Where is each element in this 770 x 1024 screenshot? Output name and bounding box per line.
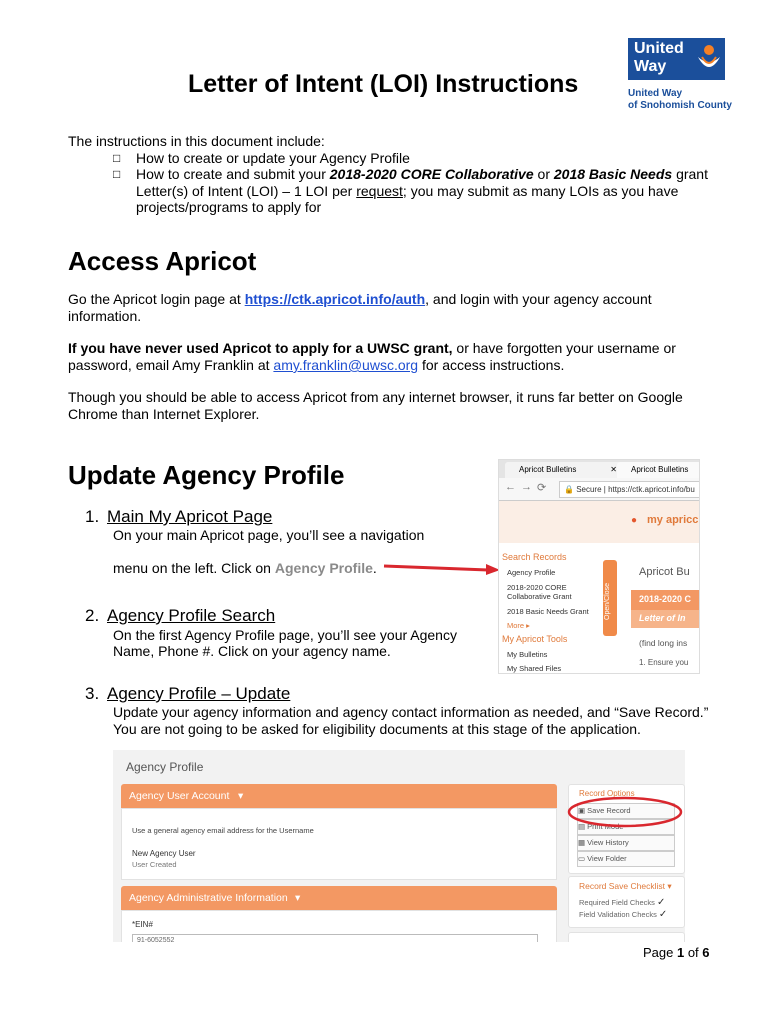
browser-url-bar	[499, 478, 699, 501]
bullet-marker: □	[113, 167, 121, 181]
view-folder-label: View Folder	[587, 854, 627, 863]
step-2-line-2: Name, Phone #. Click on your agency name.	[113, 643, 391, 659]
browser-tab	[617, 462, 700, 478]
apricot-header	[499, 501, 699, 543]
step-1-title: Main My Apricot Page	[107, 507, 273, 526]
intro-bullet-2-line-3: projects/programs to apply for	[136, 199, 322, 215]
url-text: https://ctk.apricot.info/bu	[608, 485, 695, 494]
checklist-panel	[568, 876, 685, 928]
checklist-text: Record Save Checklist	[579, 881, 665, 891]
highlight-ellipse-icon	[565, 794, 685, 830]
text-run: , and login with your agency account	[425, 291, 652, 307]
user-created-label: User Created	[132, 860, 177, 869]
menu-core-1: 2018-2020 CORE	[507, 583, 567, 592]
united-way-logo	[628, 38, 725, 80]
apricot-fruit-icon: ●	[631, 515, 638, 526]
right-loi-band	[631, 610, 700, 628]
step-3-title: Agency Profile – Update	[107, 684, 291, 703]
apricot-login-link[interactable]: https://ctk.apricot.info/auth	[244, 291, 426, 307]
text-run-bold: If you have never used Apricot to apply for a UWSC grant,	[68, 340, 453, 356]
right-find: (find long ins	[639, 638, 688, 648]
save-record-option: ▣ Save Record	[577, 803, 675, 819]
tools-heading: My Apricot Tools	[502, 634, 568, 644]
text-run: Page	[643, 945, 677, 960]
logo-line-1: United	[634, 40, 684, 57]
text-run: or	[533, 166, 554, 182]
chevron-down-icon: ▾	[295, 892, 301, 904]
text-run: ; you may submit as many LOIs as you have	[402, 183, 679, 199]
page-number: 1	[676, 945, 685, 960]
intro-bullet-1: How to create or update your Agency Profile	[136, 150, 410, 166]
required-checks	[579, 897, 665, 908]
admin-info-label: Agency Administrative Information	[129, 892, 288, 904]
logo-subtitle	[628, 88, 732, 112]
red-arrow-icon	[382, 560, 502, 576]
step-3-line-2: You are not going to be asked for eligibility documents at this stage of the application.	[113, 721, 641, 737]
right-title: Apricot Bu	[639, 566, 690, 578]
validation-checks	[579, 909, 667, 920]
print-mode-option: ▤ Print Mode	[577, 819, 675, 835]
view-folder-option: ▭ View Folder	[577, 851, 675, 867]
step-3-number: 3.	[85, 684, 100, 703]
step-3-line-1: Update your agency information and agency contact information as needed, and “Save Record.”	[113, 704, 709, 720]
open-close-handle	[603, 560, 617, 636]
text-run: How to create and submit your	[136, 166, 330, 182]
intro-bullet-2	[136, 166, 708, 183]
search-records-heading: Search Records	[502, 552, 567, 562]
validation-label: Field Validation Checks	[579, 910, 657, 919]
new-user-label: New Agency User	[132, 849, 196, 858]
apricot-browser-screenshot	[498, 459, 700, 674]
logo-wordmark	[634, 40, 684, 76]
username-note: Use a general agency email address for the Username	[132, 826, 314, 835]
step-1-number: 1.	[85, 507, 100, 526]
right-loi-label: Letter of In	[639, 613, 686, 623]
view-history-option: ▦ View History	[577, 835, 675, 851]
menu-basic-needs: 2018 Basic Needs Grant	[507, 607, 589, 616]
back-arrow-icon: ←	[505, 481, 516, 493]
more-label: More	[507, 621, 525, 630]
close-icon: ✕	[610, 465, 617, 474]
request-text: request	[356, 183, 403, 199]
menu-agency-profile: Agency Profile	[507, 568, 556, 577]
access-p2-line-2	[68, 357, 564, 374]
intro-bullet-2-line-2	[136, 183, 678, 200]
apricot-side-menu	[499, 548, 597, 673]
text-run: password, email Amy Franklin at	[68, 357, 274, 373]
step-1-line-2	[113, 560, 377, 577]
step-2-title: Agency Profile Search	[107, 606, 276, 625]
step-1-line-1: On your main Apricot page, you’ll see a navigation	[113, 527, 425, 543]
checklist-label: Record Save Checklist ▾	[579, 881, 672, 891]
ein-input: 91-6052552	[132, 934, 538, 942]
secure-label: Secure	[576, 485, 602, 494]
page-total: 6	[702, 945, 710, 960]
menu-shared-files: My Shared Files	[507, 664, 562, 673]
access-p3-line-2: Chrome than Internet Explorer.	[68, 406, 260, 422]
agency-profile-ref: Agency Profile	[274, 560, 373, 576]
ein-label: *EIN#	[132, 920, 153, 929]
page-footer	[643, 945, 710, 960]
check-icon: ✓	[656, 897, 666, 908]
intro-lead: The instructions in this document include:	[68, 133, 325, 149]
email-link[interactable]: amy.franklin@uwsc.org	[273, 357, 419, 373]
step-2-number: 2.	[85, 606, 100, 625]
apricot-right-panel	[621, 548, 699, 673]
access-p3: Though you should be able to access Apricot from any internet browser, it runs far better on Google	[68, 389, 683, 405]
access-p2	[68, 340, 676, 357]
tab-label: Apricot Bulletins	[631, 465, 689, 474]
document-title: Letter of Intent (LOI) Instructions	[188, 70, 579, 98]
update-agency-profile-heading: Update Agency Profile	[68, 460, 345, 490]
menu-core-2: Collaborative Grant	[507, 592, 572, 601]
logo-sub-line-1: United Way	[628, 88, 683, 99]
view-history-label: View History	[587, 838, 629, 847]
profile-shot-title: Agency Profile	[126, 760, 204, 774]
step-2-line-1: On the first Agency Profile page, you’ll see your Agency	[113, 627, 457, 643]
required-label: Required Field Checks	[579, 898, 655, 907]
save-record-label: Save Record	[587, 806, 631, 815]
check-icon: ✓	[658, 909, 668, 920]
url-field: 🔒 Secure | https://ctk.apricot.info/bu	[559, 481, 700, 498]
user-account-body	[121, 808, 557, 880]
text-run: Go the Apricot login page at	[68, 291, 245, 307]
apricot-brand: my apricc	[647, 514, 699, 526]
open-close-label: Open/Close	[604, 583, 611, 620]
agency-profile-screenshot	[113, 750, 685, 942]
menu-more: More ▸	[507, 621, 530, 630]
record-options-label: Record Options	[579, 789, 635, 798]
access-p1	[68, 291, 652, 308]
text-run: menu on the left. Click on	[113, 560, 275, 576]
chevron-down-icon: ▾	[238, 790, 244, 802]
reload-icon: ⟳	[537, 482, 547, 494]
menu-bulletins: My Bulletins	[507, 650, 548, 659]
basic-needs-text: 2018 Basic Needs	[553, 166, 673, 182]
text-run: or have forgotten your username or	[452, 340, 676, 356]
right-ensure: 1. Ensure you	[639, 658, 689, 667]
text-run: of	[684, 945, 703, 960]
access-apricot-heading: Access Apricot	[68, 246, 257, 276]
logo-sub-line-2: of Snohomish County	[628, 100, 732, 111]
logo-line-2: Way	[634, 58, 667, 75]
lower-panel	[568, 932, 685, 942]
right-band-label: 2018-2020 C	[639, 594, 692, 604]
text-run: grant	[672, 166, 708, 182]
forward-arrow-icon: →	[521, 481, 532, 493]
text-run: Letter(s) of Intent (LOI) – 1 LOI per	[136, 183, 357, 199]
text-run: .	[372, 560, 377, 576]
right-band	[631, 590, 700, 610]
user-account-header	[121, 784, 557, 808]
access-p1-line-2: information.	[68, 308, 142, 324]
browser-tab-bar	[499, 460, 699, 478]
bullet-marker: □	[113, 151, 121, 165]
print-mode-label: Print Mode	[587, 822, 624, 831]
core-collaborative-text: 2018-2020 CORE Collaborative	[329, 166, 534, 182]
user-account-label: Agency User Account	[129, 790, 230, 802]
tab-label: Apricot Bulletins	[519, 465, 577, 474]
browser-tab	[505, 462, 621, 478]
admin-info-body	[121, 910, 557, 942]
text-run: for access instructions.	[418, 357, 565, 373]
hand-figure-icon	[696, 43, 722, 75]
admin-info-header	[121, 886, 557, 910]
